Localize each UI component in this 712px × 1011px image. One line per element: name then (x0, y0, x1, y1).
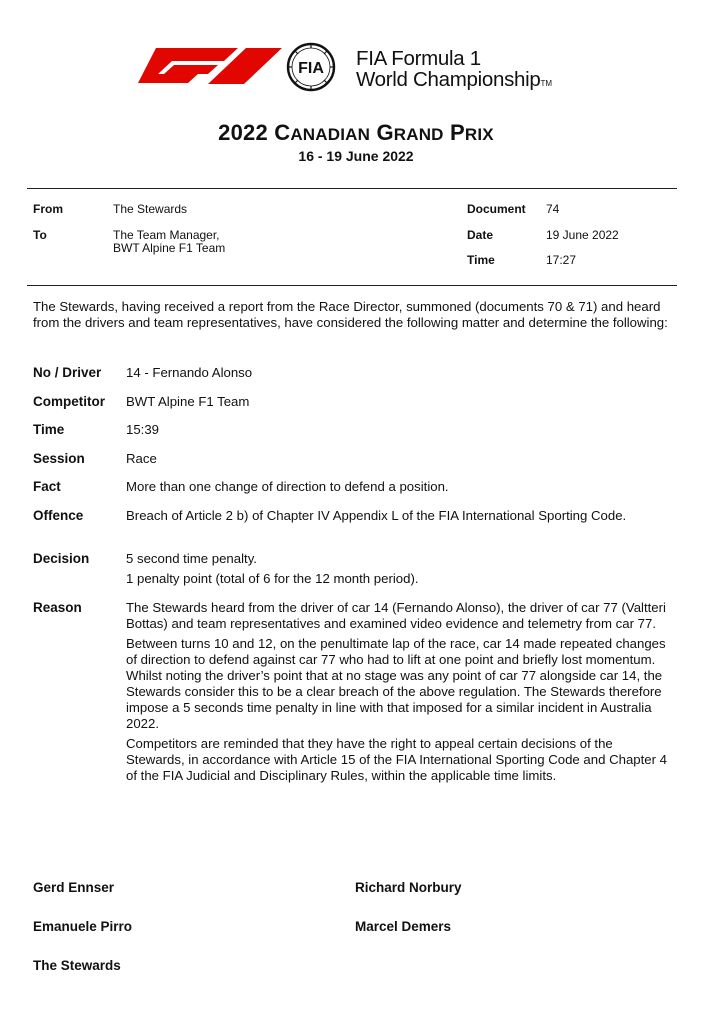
trademark: TM (540, 79, 553, 88)
brand-line-1: FIA Formula 1 (356, 47, 481, 70)
fact-label: Fact (33, 479, 61, 494)
date-label: Date (467, 228, 494, 242)
intro-paragraph: The Stewards, having received a report from the Race Director, summoned (documents 70 & 71) and heard from the drivers and team representatives, have considered the following matter and determine the following: (33, 299, 668, 330)
to-value-line-2: BWT Alpine F1 Team (113, 241, 226, 255)
driver-label: No / Driver (33, 365, 102, 380)
fia-badge-text: FIA (298, 60, 324, 77)
brand-line-2-text: World Championship (356, 68, 541, 91)
competitor-label: Competitor (33, 394, 105, 409)
time-field-value: 15:39 (126, 422, 160, 437)
offence-label: Offence (33, 508, 84, 523)
time-value: 17:27 (546, 253, 577, 267)
title-p: P (449, 120, 465, 145)
session-label: Session (33, 451, 85, 466)
title-word3: RIX (464, 125, 494, 144)
reason-paragraph-2: Between turns 10 and 12, on the penultimate lap of the race, car 14 made repeated changes of direction to defend against car 77 who had to lift at one point and briefly lost momentum. Whilst noting the driver’s point that at no stage was any point of car 77 alongside car 14, the Stewards consider this to be a clear breach of the above regulation. The Stewards therefore impose a 5 seconds time penalty in line with that imposed for a similar incident in Australia 2022. (126, 636, 666, 731)
brand-line-2 (356, 69, 552, 94)
title-word1: ANADIAN (290, 125, 371, 144)
to-value-line-1: The Team Manager, (113, 228, 220, 242)
signature-marcel-demers: Marcel Demers (355, 919, 452, 934)
date-value: 19 June 2022 (546, 228, 619, 242)
decision-value-2: 1 penalty point (total of 6 for the 12 month period). (126, 571, 419, 586)
document-label: Document (467, 202, 526, 216)
reason-paragraph-3: Competitors are reminded that they have the right to appeal certain decisions of the Stewards, in accordance with Article 15 of the FIA International Sporting Code and Chapter 4 of the FIA Judicial and Disciplinary Rules, within the applicable time limits. (126, 736, 668, 783)
competitor-value: BWT Alpine F1 Team (126, 394, 250, 409)
divider-bottom (27, 285, 677, 286)
session-value: Race (126, 451, 157, 466)
reason-value (126, 600, 671, 784)
offence-value: Breach of Article 2 b) of Chapter IV Appendix L of the FIA International Sporting Code. (126, 508, 627, 523)
reason-label: Reason (33, 600, 82, 615)
decision-value (126, 551, 671, 587)
signature-emanuele-pirro: Emanuele Pirro (33, 919, 133, 934)
fia-badge-icon (286, 42, 336, 92)
f1-logo-icon (134, 46, 286, 86)
signature-footer: The Stewards (33, 958, 121, 973)
fact-value: More than one change of direction to defend a position. (126, 479, 449, 494)
header-logo-row (134, 42, 594, 94)
title-lead: 2022 C (218, 120, 291, 145)
decision-label: Decision (33, 551, 90, 566)
grand-prix-title (0, 120, 712, 146)
title-word2: RAND (393, 125, 444, 144)
to-label: To (33, 228, 47, 242)
championship-title (356, 48, 552, 94)
reason-paragraph-1: The Stewards heard from the driver of car 14 (Fernando Alonso), the driver of car 77 (Valtteri Bottas) and team representatives and examined video evidence and telemetry from car 77. (126, 600, 666, 631)
decision-value-1: 5 second time penalty. (126, 551, 257, 566)
divider-top (27, 188, 677, 189)
time-field-label: Time (33, 422, 65, 437)
driver-value: 14 - Fernando Alonso (126, 365, 253, 380)
document-value: 74 (546, 202, 560, 216)
from-value: The Stewards (113, 202, 188, 216)
from-label: From (33, 202, 63, 216)
title-g: G (376, 120, 394, 145)
event-dates: 16 - 19 June 2022 (298, 148, 414, 164)
signature-richard-norbury: Richard Norbury (355, 880, 462, 895)
to-value (113, 229, 225, 255)
signature-gerd-ennser: Gerd Ennser (33, 880, 115, 895)
time-label: Time (467, 253, 495, 267)
